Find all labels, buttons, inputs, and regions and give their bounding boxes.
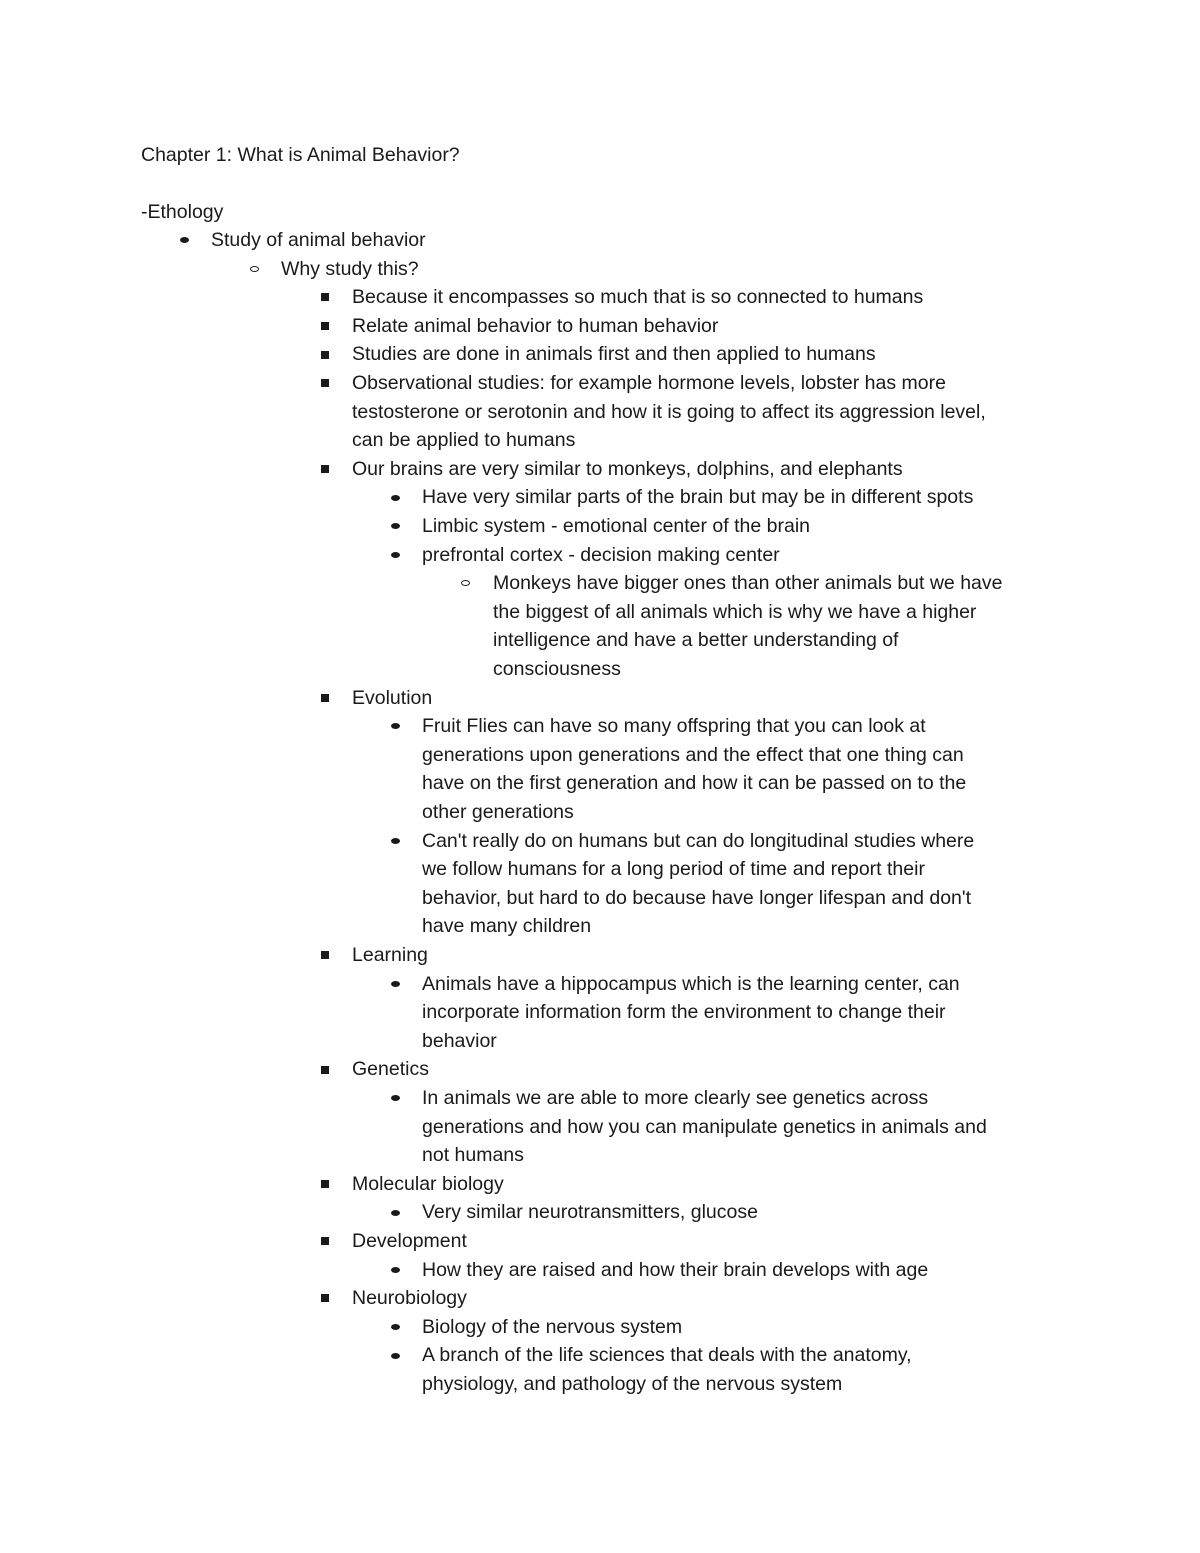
square-bullet-icon bbox=[315, 312, 335, 341]
list-item-line: Studies are done in animals first and then applied to humans bbox=[352, 343, 876, 366]
list-item-line: generations upon generations and the effect that one thing can bbox=[422, 743, 964, 766]
list-item-line: other generations bbox=[422, 801, 574, 823]
square-bullet-icon bbox=[315, 340, 335, 369]
list-item-line: Monkeys have bigger ones than other animals but we have bbox=[493, 572, 1003, 595]
list-item-line: we follow humans for a long period of time and report their bbox=[422, 858, 925, 881]
chapter-title: Chapter 1: What is Animal Behavior? bbox=[141, 144, 460, 166]
list-item-line: prefrontal cortex - decision making center bbox=[422, 543, 780, 566]
list-item-line: behavior, but hard to do because have longer lifespan and don't bbox=[422, 886, 972, 909]
list-item-line: Have very similar parts of the brain but may be in different spots bbox=[422, 486, 974, 509]
square-bullet-icon bbox=[315, 941, 335, 970]
disc-bullet-icon bbox=[385, 712, 405, 741]
disc-bullet-icon bbox=[385, 512, 405, 541]
list-item-line: testosterone or serotonin and how it is going to affect its aggression level, bbox=[352, 400, 986, 423]
circle-bullet-icon bbox=[244, 255, 264, 284]
list-item-line: Molecular biology bbox=[352, 1172, 504, 1195]
square-bullet-icon bbox=[315, 283, 335, 312]
list-item-line: have on the first generation and how it can be passed on to the bbox=[422, 772, 967, 795]
list-item-line: In animals we are able to more clearly see genetics across bbox=[422, 1087, 929, 1109]
list-item-line: not humans bbox=[422, 1144, 524, 1167]
square-bullet-icon bbox=[315, 1227, 335, 1256]
square-bullet-icon bbox=[315, 455, 335, 484]
square-bullet-icon bbox=[315, 369, 335, 398]
list-item-line: Evolution bbox=[352, 686, 433, 709]
disc-bullet-icon bbox=[385, 1341, 405, 1370]
disc-bullet-icon bbox=[385, 827, 405, 856]
circle-bullet-icon bbox=[455, 569, 475, 598]
list-item-line: the biggest of all animals which is why we have a higher bbox=[493, 600, 977, 623]
square-bullet-icon bbox=[315, 1055, 335, 1084]
list-item-line: Development bbox=[352, 1230, 467, 1252]
disc-bullet-icon bbox=[174, 226, 194, 255]
disc-bullet-icon bbox=[385, 1313, 405, 1342]
list-item-line: Animals have a hippocampus which is the learning center, can bbox=[422, 972, 960, 995]
list-item-line: Neurobiology bbox=[352, 1287, 467, 1310]
list-item-line: Fruit Flies can have so many offspring that you can look at bbox=[422, 715, 926, 738]
list-item-line: How they are raised and how their brain develops with age bbox=[422, 1258, 929, 1281]
section-heading: -Ethology bbox=[141, 201, 224, 223]
list-item-line: Can't really do on humans but can do longitudinal studies where bbox=[422, 829, 975, 852]
list-item-line: consciousness bbox=[493, 658, 621, 680]
list-item-line: Our brains are very similar to monkeys, dolphins, and elephants bbox=[352, 457, 903, 480]
list-item-line: incorporate information form the environment to change their bbox=[422, 1001, 946, 1024]
disc-bullet-icon bbox=[385, 541, 405, 570]
list-item-line: physiology, and pathology of the nervous system bbox=[422, 1373, 843, 1395]
disc-bullet-icon bbox=[385, 1084, 405, 1113]
square-bullet-icon bbox=[315, 684, 335, 713]
square-bullet-icon bbox=[315, 1284, 335, 1313]
list-item-line: Limbic system - emotional center of the brain bbox=[422, 515, 811, 537]
square-bullet-icon bbox=[315, 1170, 335, 1199]
disc-bullet-icon bbox=[385, 970, 405, 999]
list-item-line: Because it encompasses so much that is so connected to humans bbox=[352, 286, 924, 309]
disc-bullet-icon bbox=[385, 1256, 405, 1285]
list-item-line: A branch of the life sciences that deals with the anatomy, bbox=[422, 1344, 912, 1367]
list-item-line: Learning bbox=[352, 944, 428, 966]
disc-bullet-icon bbox=[385, 1198, 405, 1227]
list-item-line: Biology of the nervous system bbox=[422, 1315, 683, 1338]
list-item-line: generations and how you can manipulate genetics in animals and bbox=[422, 1115, 987, 1138]
list-item-line: Very similar neurotransmitters, glucose bbox=[422, 1201, 758, 1224]
list-item-line: Relate animal behavior to human behavior bbox=[352, 314, 719, 337]
list-item-line: behavior bbox=[422, 1029, 497, 1052]
disc-bullet-icon bbox=[385, 483, 405, 512]
list-item-line: Genetics bbox=[352, 1058, 429, 1081]
list-item-line: Study of animal behavior bbox=[211, 229, 426, 251]
list-item-line: can be applied to humans bbox=[352, 429, 576, 452]
list-item-line: intelligence and have a better understanding of bbox=[493, 629, 899, 652]
list-item-line: Observational studies: for example hormone levels, lobster has more bbox=[352, 372, 946, 394]
list-item-line: have many children bbox=[422, 915, 592, 938]
list-item-line: Why study this? bbox=[281, 257, 419, 280]
